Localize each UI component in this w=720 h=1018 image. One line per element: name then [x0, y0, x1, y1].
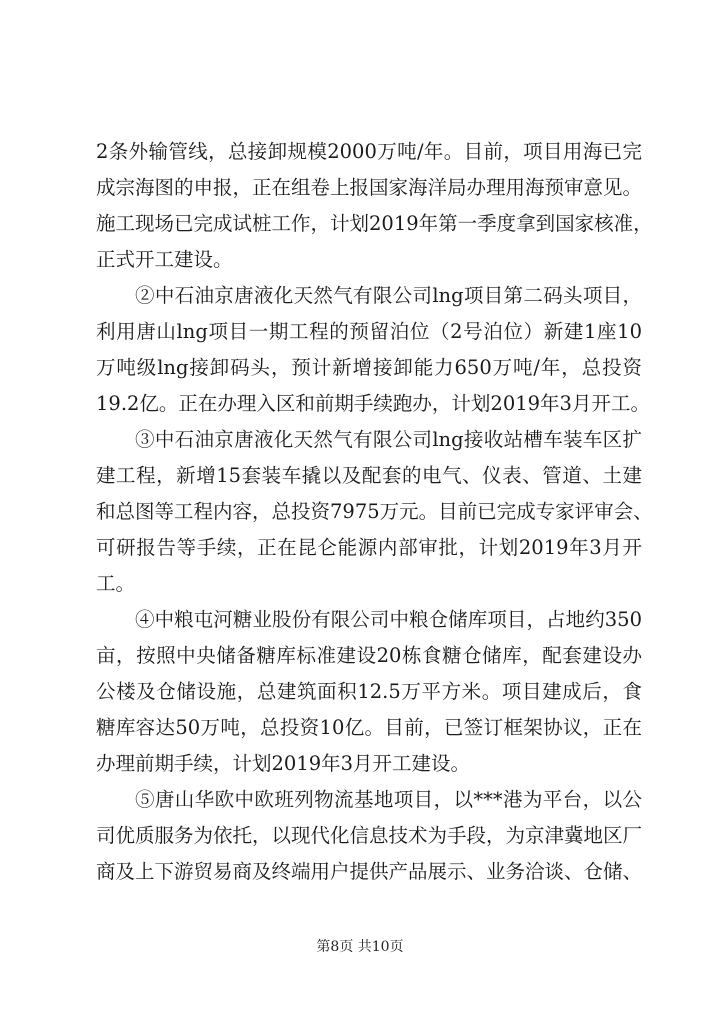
page-number-footer: 第8页 共10页 — [316, 939, 404, 955]
paragraph-2 — [96, 278, 650, 422]
text-line: 公楼及仓储设施，总建筑面积12.5万平方米。项目建成后，食 — [96, 680, 642, 703]
text-line: 利用唐山lng项目一期工程的预留泊位（2号泊位）新建1座10 — [96, 320, 642, 343]
text-line: 正式开工建设。 — [96, 248, 233, 271]
text-line: 和总图等工程内容，总投资7975万元。目前已完成专家评审会、 — [96, 500, 653, 523]
paragraph-1 — [96, 134, 653, 278]
text-line: 可研报告等手续，正在昆仑能源内部审批，计划2019年3月开 — [96, 536, 642, 559]
text-line: ②中石油京唐液化天然气有限公司lng项目第二码头项目， — [135, 284, 642, 307]
text-line: ⑤唐山华欧中欧班列物流基地项目，以***港为平台，以公 — [135, 788, 642, 811]
text-line: 司优质服务为依托，以现代化信息技术为手段，为京津冀地区厂 — [96, 824, 643, 847]
text-line: 糖库容达50万吨，总投资10亿。目前，已签订框架协议，正在 — [96, 716, 642, 739]
text-line: 施工现场已完成试桩工作，计划2019年第一季度拿到国家核准， — [96, 212, 653, 235]
text-line: 2条外输管线，总接卸规模2000万吨/年。目前，项目用海已完 — [96, 140, 642, 163]
paragraph-3 — [96, 422, 653, 602]
paragraph-5 — [96, 782, 642, 890]
paragraph-4 — [96, 602, 642, 782]
text-line: 19.2亿。正在办理入区和前期手续跑办，计划2019年3月开工。 — [96, 392, 650, 415]
text-line: 万吨级lng接卸码头，预计新增接卸能力650万吨/年，总投资 — [96, 356, 642, 379]
text-line: 建工程，新增15套装车撬以及配套的电气、仪表、管道、土建 — [96, 464, 642, 487]
text-line: 亩，按照中央储备糖库标准建设20栋食糖仓储库，配套建设办 — [96, 644, 642, 667]
text-line: 成宗海图的申报，正在组卷上报国家海洋局办理用海预审意见。 — [96, 176, 643, 199]
text-line: ③中石油京唐液化天然气有限公司lng接收站槽车装车区扩 — [135, 428, 642, 451]
text-line: 工。 — [96, 572, 136, 595]
text-line: 办理前期手续，计划2019年3月开工建设。 — [96, 752, 471, 775]
text-line: ④中粮屯河糖业股份有限公司中粮仓储库项目，占地约350 — [135, 608, 642, 631]
text-line: 商及上下游贸易商及终端用户提供产品展示、业务洽谈、仓储、 — [96, 860, 643, 883]
document-body — [96, 134, 653, 890]
